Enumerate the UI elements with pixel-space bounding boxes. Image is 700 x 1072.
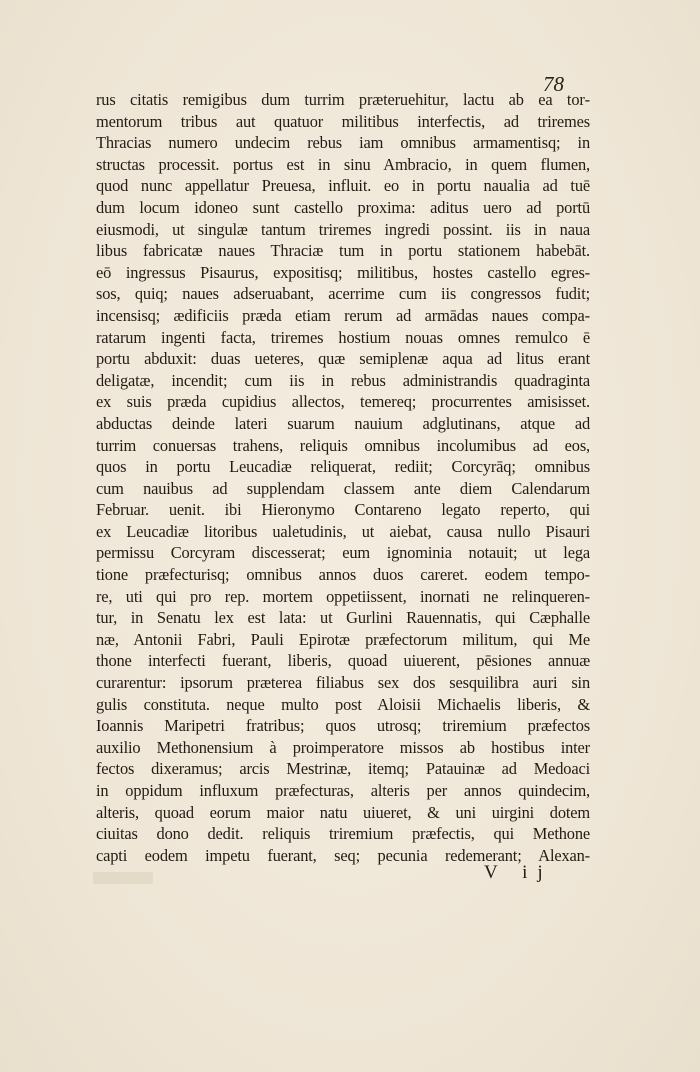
text-line: curarentur: ipsorum præterea filiabus sex dos sesquilibra auri sin	[96, 673, 590, 693]
text-line: Thracias numero undecim rebus iam omnibus armamentisq; in	[96, 133, 590, 153]
text-line: gulis constituta. neque multo post Aloisii Michaelis liberis, &	[96, 694, 590, 714]
text-line: structas processit. portus est in sinu Ambracio, in quem flumen,	[96, 154, 590, 174]
text-line: næ, Antonii Fabri, Pauli Epirotæ præfectorum militum, qui Me	[96, 629, 590, 649]
text-line: fectos dixeramus; arcis Mestrinæ, itemq; Patauinæ ad Medoaci	[96, 759, 590, 779]
text-line: abductas deinde lateri suarum nauium adglutinans, atque ad	[96, 413, 590, 433]
text-line: mentorum tribus aut quatuor militibus interfectis, ad triremes	[96, 111, 590, 131]
body-text	[96, 89, 590, 866]
text-line: in oppidum influxum præfecturas, alteris per annos quindecim,	[96, 781, 590, 800]
text-line: cum nauibus ad supplendam classem ante diem Calendarum	[96, 478, 590, 498]
text-line: sos, quiq; naues adseruabant, acerrime cum iis congressos fudit;	[96, 284, 590, 304]
text-line: re, uti qui pro rep. mortem oppetiissent, inornati ne relinqueren‐	[96, 586, 590, 606]
text-line: portu abduxit: duas ueteres, quæ semiplenæ aqua ad litus erant	[96, 349, 590, 369]
page-number: 78	[543, 72, 564, 96]
text-line: deligatæ, incendit; cum iis in rebus administrandis quadraginta	[96, 370, 590, 390]
text-line: ex Leucadiæ litoribus ualetudinis, ut aiebat, causa nullo Pisauri	[96, 521, 590, 541]
text-line: thone interfecti fuerant, liberis, quoad uiuerent, pēsiones annuæ	[96, 651, 590, 671]
text-line: ciuitas dono dedit. reliquis triremium præfectis, qui Methone	[96, 824, 590, 844]
text-line: ratarum ingenti facta, triremes hostium nouas omnes remulco ē	[96, 327, 590, 347]
text-line: Februar. uenit. ibi Hieronymo Contareno legato reperto, qui	[96, 500, 590, 520]
text-line: permissu Corcyram discesserat; eum ignominia notauit; ut lega	[96, 543, 590, 563]
text-line: tione præfecturisq; omnibus annos duos careret. eodem tempo‐	[96, 565, 590, 585]
text-line: Ioannis Maripetri fratribus; quos utrosq; triremium præfectos	[96, 716, 590, 736]
text-line: capti eodem impetu fuerant, seq; pecunia redemerant; Alexan‐	[96, 845, 590, 865]
text-line: rus citatis remigibus dum turrim præteruehitur, lactu ab ea tor‐	[96, 90, 590, 109]
text-line: quod nunc appellatur Preuesa, influit. eo in portu naualia ad tuē	[96, 176, 590, 196]
text-line: ex suis præda cupidius allectos, temereq; procurrentes amisisset.	[96, 392, 590, 412]
text-line: auxilio Methonensium à proimperatore missos ab hostibus inter	[96, 737, 590, 757]
text-line: alteris, quoad eorum maior natu uiueret, & uni uirgini dotem	[96, 802, 590, 822]
text-line: turrim conuersas trahens, reliquis omnibus incolumibus ad eos,	[96, 435, 590, 455]
text-line: eiusmodi, ut singulæ tantum triremes ingredi possint. iis in naua	[96, 219, 590, 239]
text-line: dum locum idoneo sunt castello proxima: aditus uero ad portū	[96, 197, 590, 217]
text-line: quos in portu Leucadiæ reliquerat, rediit; Corcyrāq; omnibus	[96, 457, 590, 477]
text-line: incensisq; ædificiis præda etiam rerum ad armādas naues compa‐	[96, 305, 590, 325]
text-line: tur, in Senatu lex est lata: ut Gurlini Rauennatis, qui Cæphalle	[96, 608, 590, 628]
text-line: eō ingressus Pisaurus, expositisq; militibus, hostes castello egres‐	[96, 262, 590, 282]
text-line: libus fabricatæ naues Thraciæ tum in portu stationem habebāt.	[96, 241, 590, 261]
signature-mark: V ij	[484, 862, 553, 883]
show-through-smudge	[93, 872, 153, 884]
